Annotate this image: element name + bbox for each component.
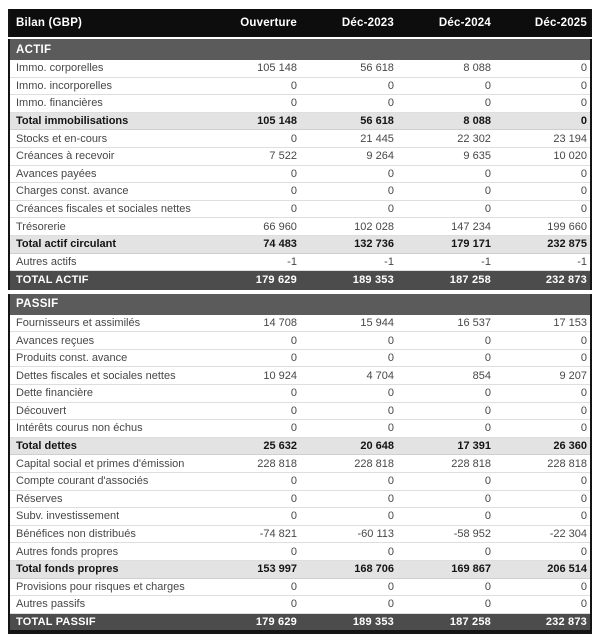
cell-value: -1 xyxy=(203,253,300,271)
cell-value: 105 148 xyxy=(203,60,300,77)
cell-value: 0 xyxy=(203,472,300,490)
row-label: Dette financière xyxy=(9,385,203,403)
cell-value: 16 537 xyxy=(397,315,494,332)
cell-value: 0 xyxy=(203,508,300,526)
cell-value: -60 113 xyxy=(300,525,397,543)
table-row xyxy=(9,77,591,95)
cell-value: 179 629 xyxy=(203,271,300,290)
cell-value: 21 445 xyxy=(300,130,397,148)
cell-value: 0 xyxy=(300,385,397,403)
cell-value: 132 736 xyxy=(300,235,397,253)
cell-value: 0 xyxy=(203,420,300,438)
row-label: Autres actifs xyxy=(9,253,203,271)
cell-value: 232 875 xyxy=(494,235,591,253)
cell-value: 26 360 xyxy=(494,437,591,455)
cell-value: 0 xyxy=(203,596,300,614)
cell-value: 9 264 xyxy=(300,147,397,165)
cell-value: 0 xyxy=(494,472,591,490)
column-header-ouverture: Ouverture xyxy=(203,9,300,37)
cell-value: 0 xyxy=(397,77,494,95)
cell-value: 0 xyxy=(203,385,300,403)
cell-value: 0 xyxy=(203,200,300,218)
cell-value: 0 xyxy=(397,578,494,596)
cell-value: 0 xyxy=(300,165,397,183)
cell-value: 228 818 xyxy=(397,455,494,473)
cell-value: 15 944 xyxy=(300,315,397,332)
row-label: Total actif circulant xyxy=(9,235,203,253)
cell-value: 0 xyxy=(397,472,494,490)
row-label: TOTAL PASSIF xyxy=(9,613,203,632)
row-label: Charges const. avance xyxy=(9,183,203,201)
table-row xyxy=(9,437,591,455)
table-row xyxy=(9,332,591,350)
cell-value: 0 xyxy=(300,349,397,367)
cell-value: 0 xyxy=(300,77,397,95)
cell-value: 0 xyxy=(397,200,494,218)
cell-value: 0 xyxy=(494,596,591,614)
row-label: Créances à recevoir xyxy=(9,147,203,165)
section-header-actif: ACTIF xyxy=(9,39,591,60)
cell-value: 169 867 xyxy=(397,560,494,578)
cell-value: 0 xyxy=(300,402,397,420)
table-row xyxy=(9,525,591,543)
table-row xyxy=(9,613,591,632)
cell-value: 0 xyxy=(494,385,591,403)
cell-value: 0 xyxy=(300,578,397,596)
table-row xyxy=(9,472,591,490)
cell-value: -1 xyxy=(494,253,591,271)
table-row xyxy=(9,165,591,183)
cell-value: 0 xyxy=(494,508,591,526)
cell-value: 168 706 xyxy=(300,560,397,578)
column-header-dec-2023: Déc-2023 xyxy=(300,9,397,37)
cell-value: 0 xyxy=(300,490,397,508)
table-row xyxy=(9,385,591,403)
cell-value: 0 xyxy=(203,77,300,95)
cell-value: 0 xyxy=(300,596,397,614)
row-label: Réserves xyxy=(9,490,203,508)
cell-value: 0 xyxy=(300,332,397,350)
cell-value: 0 xyxy=(397,402,494,420)
cell-value: 0 xyxy=(494,77,591,95)
table-row xyxy=(9,112,591,130)
cell-value: 0 xyxy=(494,112,591,130)
cell-value: 0 xyxy=(494,543,591,561)
cell-value: 0 xyxy=(203,349,300,367)
row-label: Total dettes xyxy=(9,437,203,455)
cell-value: -58 952 xyxy=(397,525,494,543)
row-label: Produits const. avance xyxy=(9,349,203,367)
cell-value: 0 xyxy=(397,332,494,350)
cell-value: 0 xyxy=(203,543,300,561)
cell-value: 56 618 xyxy=(300,60,397,77)
section-header-row xyxy=(9,294,591,315)
cell-value: 232 873 xyxy=(494,613,591,632)
cell-value: 0 xyxy=(300,200,397,218)
column-header-dec-2024: Déc-2024 xyxy=(397,9,494,37)
cell-value: 0 xyxy=(397,543,494,561)
cell-value: 179 629 xyxy=(203,613,300,632)
cell-value: -22 304 xyxy=(494,525,591,543)
cell-value: 0 xyxy=(397,349,494,367)
table-row xyxy=(9,200,591,218)
cell-value: 0 xyxy=(203,165,300,183)
table-row xyxy=(9,560,591,578)
cell-value: 25 632 xyxy=(203,437,300,455)
cell-value: 0 xyxy=(494,183,591,201)
cell-value: 0 xyxy=(494,402,591,420)
cell-value: 105 148 xyxy=(203,112,300,130)
cell-value: 23 194 xyxy=(494,130,591,148)
table-title: Bilan (GBP) xyxy=(9,9,203,37)
cell-value: 0 xyxy=(397,165,494,183)
row-label: Fournisseurs et assimilés xyxy=(9,315,203,332)
cell-value: 228 818 xyxy=(494,455,591,473)
row-label: Créances fiscales et sociales nettes xyxy=(9,200,203,218)
row-label: Total immobilisations xyxy=(9,112,203,130)
row-label: Bénéfices non distribués xyxy=(9,525,203,543)
cell-value: 0 xyxy=(300,472,397,490)
cell-value: 0 xyxy=(203,183,300,201)
cell-value: 9 635 xyxy=(397,147,494,165)
cell-value: 10 020 xyxy=(494,147,591,165)
table-row xyxy=(9,95,591,113)
cell-value: 56 618 xyxy=(300,112,397,130)
table-row xyxy=(9,455,591,473)
cell-value: 189 353 xyxy=(300,271,397,290)
cell-value: 0 xyxy=(494,420,591,438)
cell-value: 0 xyxy=(494,60,591,77)
cell-value: 189 353 xyxy=(300,613,397,632)
table-header xyxy=(8,9,592,37)
section-table-passif xyxy=(8,294,592,635)
cell-value: 0 xyxy=(203,130,300,148)
cell-value: 199 660 xyxy=(494,218,591,236)
row-label: Autres passifs xyxy=(9,596,203,614)
cell-value: 0 xyxy=(494,349,591,367)
table-row xyxy=(9,543,591,561)
section-header-passif: PASSIF xyxy=(9,294,591,315)
cell-value: 0 xyxy=(397,420,494,438)
row-label: Découvert xyxy=(9,402,203,420)
cell-value: 0 xyxy=(203,490,300,508)
cell-value: 232 873 xyxy=(494,271,591,290)
row-label: Total fonds propres xyxy=(9,560,203,578)
table-row xyxy=(9,253,591,271)
row-label: Immo. financières xyxy=(9,95,203,113)
cell-value: -74 821 xyxy=(203,525,300,543)
row-label: Trésorerie xyxy=(9,218,203,236)
cell-value: 0 xyxy=(397,508,494,526)
table-row xyxy=(9,367,591,385)
row-label: Subv. investissement xyxy=(9,508,203,526)
cell-value: 0 xyxy=(203,95,300,113)
row-label: Autres fonds propres xyxy=(9,543,203,561)
table-row xyxy=(9,578,591,596)
table-row xyxy=(9,596,591,614)
cell-value: 8 088 xyxy=(397,60,494,77)
cell-value: 66 960 xyxy=(203,218,300,236)
cell-value: 14 708 xyxy=(203,315,300,332)
row-label: Provisions pour risques et charges xyxy=(9,578,203,596)
cell-value: 0 xyxy=(397,385,494,403)
table-row xyxy=(9,402,591,420)
cell-value: 10 924 xyxy=(203,367,300,385)
cell-value: -1 xyxy=(397,253,494,271)
cell-value: 20 648 xyxy=(300,437,397,455)
cell-value: 0 xyxy=(397,95,494,113)
row-label: Compte courant d'associés xyxy=(9,472,203,490)
cell-value: 0 xyxy=(300,420,397,438)
cell-value: 0 xyxy=(494,200,591,218)
cell-value: 0 xyxy=(203,402,300,420)
cell-value: 0 xyxy=(203,578,300,596)
cell-value: 228 818 xyxy=(203,455,300,473)
cell-value: 0 xyxy=(494,95,591,113)
cell-value: 17 391 xyxy=(397,437,494,455)
cell-value: 854 xyxy=(397,367,494,385)
row-label: Immo. corporelles xyxy=(9,60,203,77)
header-row xyxy=(9,9,591,37)
cell-value: 9 207 xyxy=(494,367,591,385)
cell-value: 206 514 xyxy=(494,560,591,578)
row-label: Avances reçues xyxy=(9,332,203,350)
table-row xyxy=(9,235,591,253)
cell-value: 0 xyxy=(494,165,591,183)
cell-value: 0 xyxy=(300,95,397,113)
table-row xyxy=(9,147,591,165)
cell-value: 187 258 xyxy=(397,613,494,632)
cell-value: 0 xyxy=(397,490,494,508)
cell-value: 0 xyxy=(397,183,494,201)
row-label: TOTAL ACTIF xyxy=(9,271,203,290)
cell-value: 7 522 xyxy=(203,147,300,165)
cell-value: 0 xyxy=(397,596,494,614)
table-sections xyxy=(8,39,592,634)
row-label: Intérêts courus non échus xyxy=(9,420,203,438)
column-header-dec-2025: Déc-2025 xyxy=(494,9,591,37)
table-row xyxy=(9,218,591,236)
cell-value: 22 302 xyxy=(397,130,494,148)
table-row xyxy=(9,130,591,148)
row-label: Avances payées xyxy=(9,165,203,183)
cell-value: 0 xyxy=(300,543,397,561)
table-row xyxy=(9,508,591,526)
row-label: Dettes fiscales et sociales nettes xyxy=(9,367,203,385)
cell-value: 187 258 xyxy=(397,271,494,290)
cell-value: -1 xyxy=(300,253,397,271)
cell-value: 0 xyxy=(203,332,300,350)
cell-value: 179 171 xyxy=(397,235,494,253)
cell-value: 4 704 xyxy=(300,367,397,385)
cell-value: 17 153 xyxy=(494,315,591,332)
table-row xyxy=(9,315,591,332)
cell-value: 74 483 xyxy=(203,235,300,253)
table-row xyxy=(9,349,591,367)
table-row xyxy=(9,420,591,438)
table-row xyxy=(9,271,591,290)
section-table-actif xyxy=(8,39,592,290)
table-row xyxy=(9,60,591,77)
row-label: Immo. incorporelles xyxy=(9,77,203,95)
cell-value: 8 088 xyxy=(397,112,494,130)
table-row xyxy=(9,490,591,508)
section-header-row xyxy=(9,39,591,60)
balance-sheet xyxy=(8,9,592,634)
cell-value: 0 xyxy=(300,508,397,526)
cell-value: 0 xyxy=(494,332,591,350)
cell-value: 147 234 xyxy=(397,218,494,236)
row-label: Stocks et en-cours xyxy=(9,130,203,148)
table-row xyxy=(9,183,591,201)
row-label: Capital social et primes d'émission xyxy=(9,455,203,473)
cell-value: 0 xyxy=(494,490,591,508)
cell-value: 102 028 xyxy=(300,218,397,236)
cell-value: 228 818 xyxy=(300,455,397,473)
cell-value: 153 997 xyxy=(203,560,300,578)
cell-value: 0 xyxy=(300,183,397,201)
cell-value: 0 xyxy=(494,578,591,596)
